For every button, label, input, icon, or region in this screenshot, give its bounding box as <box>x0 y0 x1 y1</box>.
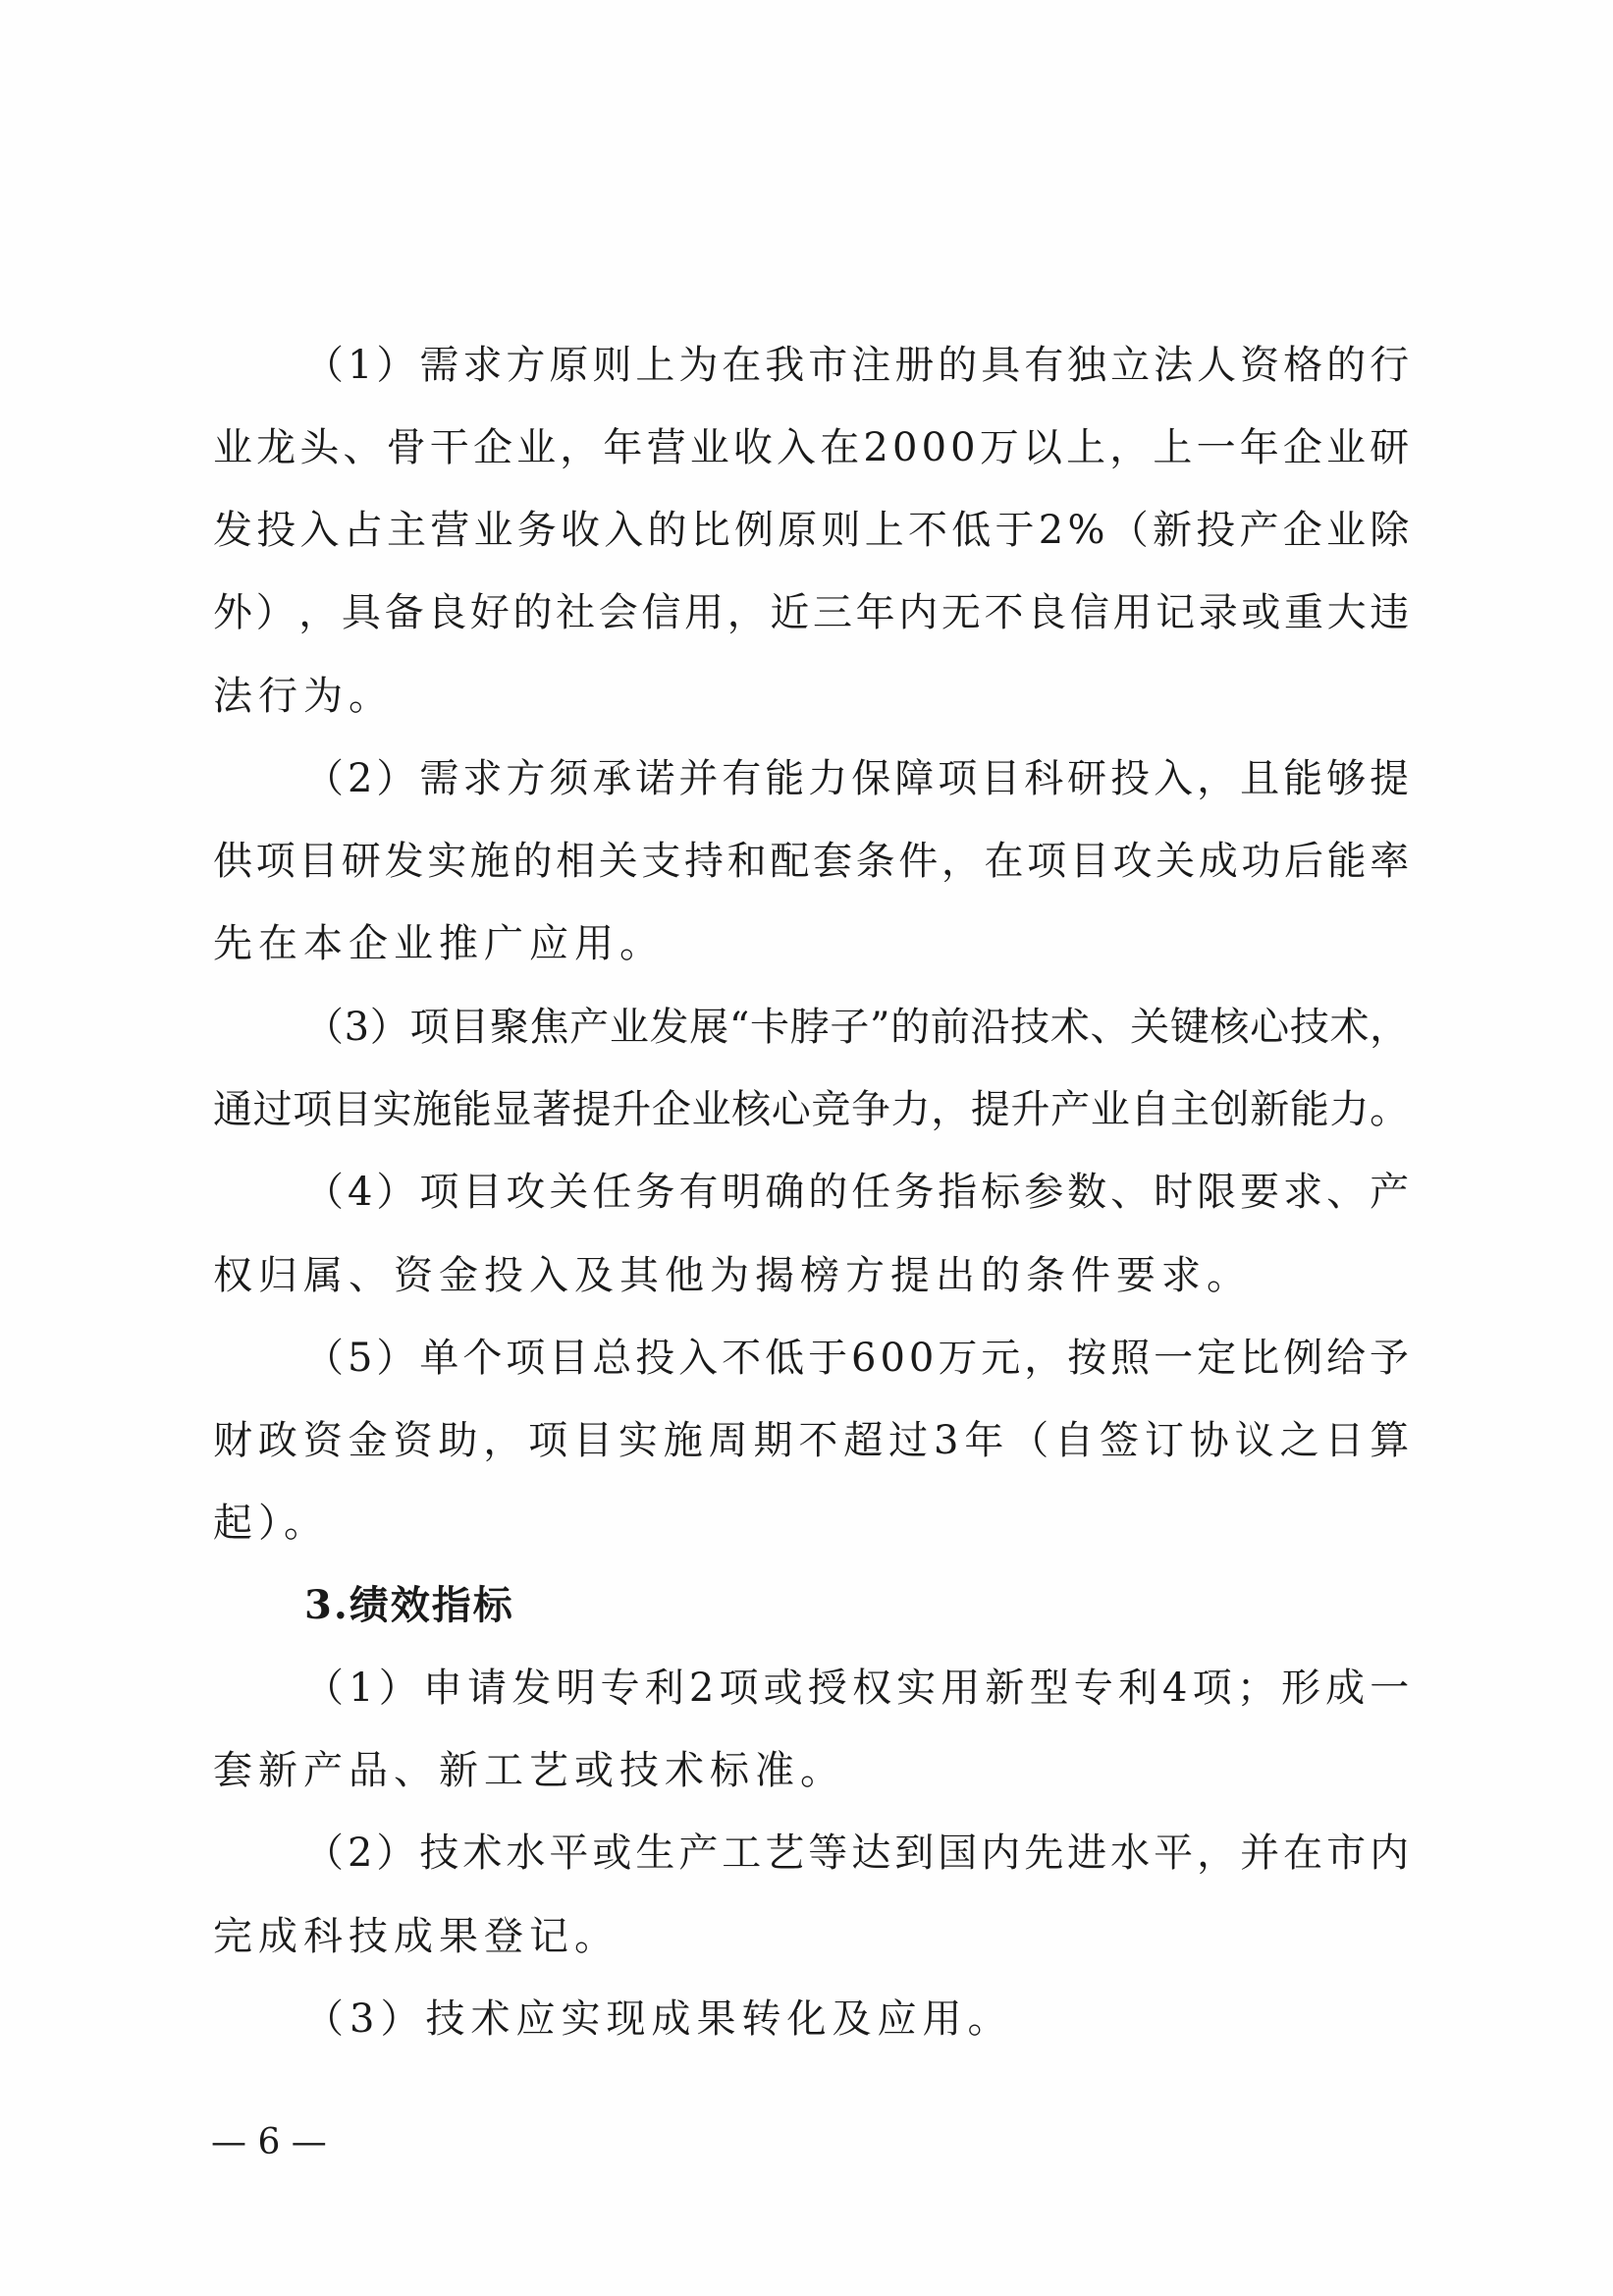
indicator-kpi-2-line-2: 完成科技成果登记。 <box>213 1914 619 1959</box>
paragraph-req-4-line-2: 权归属、资金投入及其他为揭榜方提出的条件要求。 <box>213 1253 1252 1298</box>
paragraph-req-1-line-3: 发 投 入 占 主 营 业 务 收 入 的 比 例 原 则 上 不 低 于 2 % （ 新 投 产 企 业 除 <box>213 508 1410 553</box>
indicator-kpi-3-line-1: （3）技术应实现成果转化及应用。 <box>304 1996 1013 2042</box>
paragraph-req-1-line-4: 外 ） ， 具 备 良 好 的 社 会 信 用 ， 近 三 年 内 无 不 良 信 用 记 录 或 重 大 违 <box>213 590 1410 635</box>
paragraph-req-1-line-1: （ 1 ） 需 求 方 原 则 上 为 在 我 市 注 册 的 具 有 独 立 法 人 资 格 的 行 <box>304 343 1410 388</box>
indicator-kpi-1-line-1: （ 1 ） 申 请 发 明 专 利 2 项 或 授 权 实 用 新 型 专 利 4 项 ； 形 成 一 <box>304 1666 1410 1711</box>
paragraph-req-1-line-5: 法行为。 <box>213 674 394 719</box>
paragraph-req-2-line-1: （ 2 ） 需 求 方 须 承 诺 并 有 能 力 保 障 项 目 科 研 投 入 ， 且 能 够 提 <box>304 756 1410 801</box>
paragraph-req-2-line-3: 先在本企业推广应用。 <box>213 921 665 966</box>
page-number: — 6 — <box>211 2122 327 2162</box>
paragraph-req-5-line-1: （ 5 ） 单 个 项 目 总 投 入 不 低 于 6 0 0 万 元 ， 按 照 一 定 比 例 给 予 <box>304 1336 1409 1381</box>
paragraph-req-3-line-1: （ 3 ） 项 目 聚 焦 产 业 发 展 “ 卡 脖 子 ” 的 前 沿 技 术 、 关 键 核 心 技 术 ， <box>304 1005 1410 1050</box>
paragraph-req-5-line-3: 起）。 <box>213 1501 329 1546</box>
paragraph-req-4-line-1: （ 4 ） 项 目 攻 关 任 务 有 明 确 的 任 务 指 标 参 数 、 时 限 要 求 、 产 <box>304 1170 1410 1215</box>
indicator-kpi-2-line-1: （ 2 ） 技 术 水 平 或 生 产 工 艺 等 达 到 国 内 先 进 水 平 ， 并 在 市 内 <box>304 1831 1410 1876</box>
paragraph-req-3-line-2: 通 过 项 目 实 施 能 显 著 提 升 企 业 核 心 竞 争 力 ， 提 升 产 业 自 主 创 新 能 力 。 <box>213 1087 1410 1132</box>
paragraph-req-2-line-2: 供 项 目 研 发 实 施 的 相 关 支 持 和 配 套 条 件 ， 在 项 目 攻 关 成 功 后 能 率 <box>213 839 1410 884</box>
paragraph-req-1-line-2: 业 龙 头 、 骨 干 企 业 ， 年 营 业 收 入 在 2 0 0 0 万 以 上 ， 上 一 年 企 业 研 <box>213 425 1410 470</box>
paragraph-req-5-line-2: 财 政 资 金 资 助 ， 项 目 实 施 周 期 不 超 过 3 年 （ 自 签 订 协 议 之 日 算 <box>213 1418 1410 1463</box>
section-heading-performance-indicators: 3.绩效指标 <box>304 1582 514 1628</box>
indicator-kpi-1-line-2: 套新产品、新工艺或技术标准。 <box>213 1748 845 1793</box>
